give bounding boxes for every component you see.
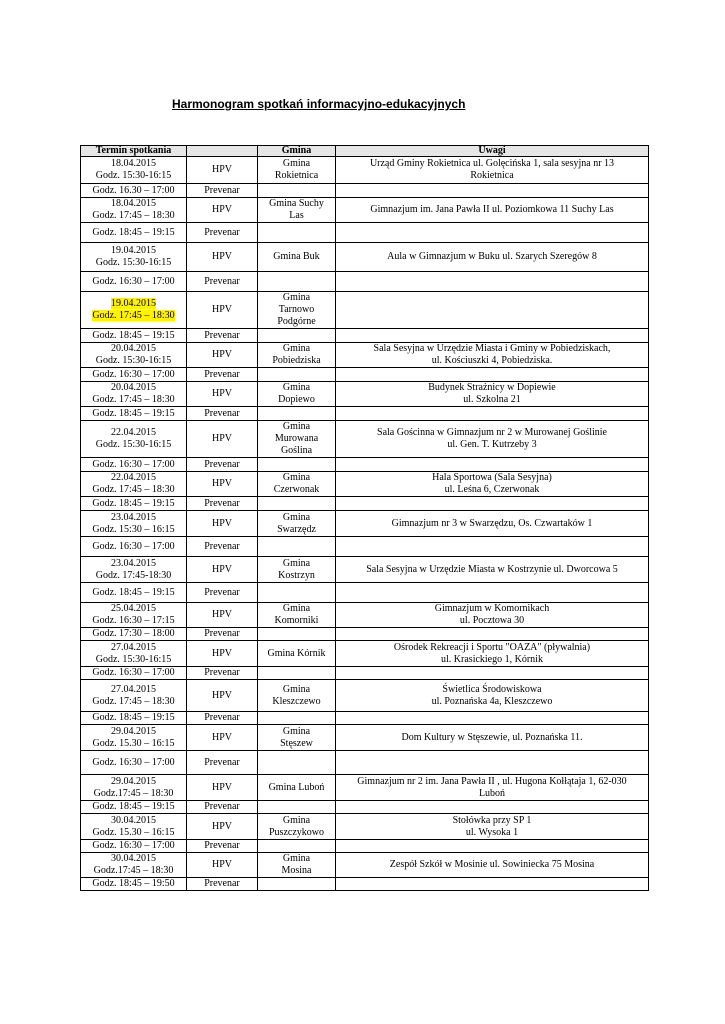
cell-line: Goślina bbox=[280, 445, 313, 456]
cell-gmina bbox=[258, 557, 336, 583]
cell-line: Gmina bbox=[282, 511, 311, 523]
cell-line: Dopiewo bbox=[278, 394, 315, 405]
cell-type: Prevenar bbox=[187, 712, 258, 725]
cell-line: Godz. 15:30-16:15 bbox=[95, 439, 172, 450]
cell-uwagi bbox=[336, 557, 649, 583]
cell-gmina bbox=[258, 840, 336, 853]
session-row-hpv bbox=[81, 343, 649, 368]
cell-line: Sala Sesyjna w Urzędzie Miasta w Kostrzynie ul. Dworcowa 5 bbox=[366, 563, 618, 575]
cell-gmina bbox=[258, 243, 336, 272]
cell-termin bbox=[81, 667, 187, 680]
cell-gmina bbox=[258, 878, 336, 891]
cell-termin bbox=[81, 725, 187, 751]
cell-termin bbox=[81, 801, 187, 814]
cell-line: Luboń bbox=[478, 787, 506, 799]
cell-line: Godz. 16:30 – 17:00 bbox=[92, 756, 175, 768]
cell-gmina bbox=[258, 223, 336, 243]
cell-line: Las bbox=[289, 210, 304, 221]
session-row-prevenar bbox=[81, 272, 649, 292]
cell-gmina bbox=[258, 853, 336, 878]
cell-uwagi bbox=[336, 421, 649, 458]
cell-line: Rokietnica bbox=[470, 170, 514, 181]
cell-line: Godz. 17:45 – 18:30 bbox=[92, 484, 175, 495]
session-row-hpv bbox=[81, 603, 649, 628]
cell-gmina bbox=[258, 775, 336, 801]
cell-line: 20.04.2015 bbox=[111, 382, 156, 393]
cell-termin bbox=[81, 878, 187, 891]
cell-termin bbox=[81, 603, 187, 628]
cell-line: Godz. 18:45 – 19:15 bbox=[92, 329, 175, 341]
cell-line: Gmina bbox=[282, 853, 311, 864]
cell-uwagi bbox=[336, 198, 649, 223]
session-row-hpv bbox=[81, 725, 649, 751]
cell-line: Godz. 15:30-16:15 bbox=[95, 257, 172, 268]
cell-uwagi bbox=[336, 497, 649, 511]
cell-line: 29.04.2015 bbox=[111, 775, 156, 787]
cell-line: Stęszew bbox=[280, 737, 313, 749]
session-row-hpv bbox=[81, 557, 649, 583]
cell-type: Prevenar bbox=[187, 537, 258, 557]
cell-type: HPV bbox=[187, 641, 258, 667]
cell-gmina bbox=[258, 641, 336, 667]
cell-line: Gimnazjum im. Jana Pawła II ul. Poziomkowa 11 Suchy Las bbox=[370, 204, 614, 215]
cell-uwagi bbox=[336, 667, 649, 680]
cell-line: Aula w Gimnazjum w Buku ul. Szarych Szeregów 8 bbox=[387, 251, 597, 262]
cell-line: Godz. 17:45 – 18:30 bbox=[92, 394, 175, 405]
session-row-hpv bbox=[81, 680, 649, 712]
cell-type: HPV bbox=[187, 775, 258, 801]
cell-uwagi bbox=[336, 292, 649, 329]
session-row-prevenar bbox=[81, 667, 649, 680]
cell-type: Prevenar bbox=[187, 368, 258, 382]
cell-uwagi bbox=[336, 157, 649, 184]
cell-line: Kostrzyn bbox=[278, 569, 315, 581]
cell-type: Prevenar bbox=[187, 497, 258, 511]
cell-line: ul. Wysoka 1 bbox=[465, 826, 519, 838]
cell-gmina bbox=[258, 198, 336, 223]
cell-termin bbox=[81, 184, 187, 198]
header-uwagi: Uwagi bbox=[336, 146, 649, 157]
cell-termin bbox=[81, 223, 187, 243]
cell-gmina bbox=[258, 292, 336, 329]
cell-termin bbox=[81, 272, 187, 292]
cell-uwagi bbox=[336, 853, 649, 878]
schedule-table bbox=[80, 145, 649, 891]
cell-line: Godz. 16:30 – 17:00 bbox=[92, 840, 175, 851]
cell-gmina bbox=[258, 680, 336, 712]
cell-line: Gmina Suchy bbox=[269, 198, 324, 209]
session-row-prevenar bbox=[81, 368, 649, 382]
cell-uwagi bbox=[336, 801, 649, 814]
cell-line: ul. Kościuszki 4, Pobiedziska. bbox=[431, 355, 553, 366]
cell-termin bbox=[81, 198, 187, 223]
session-row-prevenar bbox=[81, 878, 649, 891]
cell-line bbox=[83, 310, 184, 322]
cell-type: HPV bbox=[187, 557, 258, 583]
cell-gmina bbox=[258, 603, 336, 628]
cell-gmina bbox=[258, 537, 336, 557]
cell-type: HPV bbox=[187, 198, 258, 223]
cell-gmina bbox=[258, 407, 336, 421]
cell-line: Gmina bbox=[282, 603, 311, 614]
cell-line: Gmina Luboń bbox=[268, 781, 325, 793]
cell-termin bbox=[81, 853, 187, 878]
cell-line: ul. Poznańska 4a, Kleszczewo bbox=[431, 695, 553, 707]
cell-uwagi bbox=[336, 840, 649, 853]
session-row-prevenar bbox=[81, 801, 649, 814]
table-header-row bbox=[81, 146, 649, 157]
cell-gmina bbox=[258, 272, 336, 292]
cell-line: Kleszczewo bbox=[272, 695, 321, 707]
cell-line: Sala Gościnna w Gimnazjum nr 2 w Murowanej Goślinie bbox=[377, 427, 607, 438]
cell-line: Gmina bbox=[282, 683, 311, 695]
cell-line: Gmina bbox=[282, 343, 311, 354]
cell-uwagi bbox=[336, 583, 649, 603]
cell-gmina bbox=[258, 667, 336, 680]
cell-line: Mosina bbox=[281, 865, 312, 876]
cell-termin bbox=[81, 292, 187, 329]
cell-line: ul. Leśna 6, Czerwonak bbox=[444, 484, 540, 495]
cell-line: Dom Kultury w Stęszewie, ul. Poznańska 11. bbox=[401, 731, 583, 743]
cell-gmina bbox=[258, 712, 336, 725]
cell-type: HPV bbox=[187, 243, 258, 272]
cell-line: 25.04.2015 bbox=[111, 603, 156, 614]
cell-line: 30.04.2015 bbox=[111, 853, 156, 864]
cell-line: Godz. 17:30 – 18:00 bbox=[92, 628, 175, 639]
cell-termin bbox=[81, 407, 187, 421]
cell-termin bbox=[81, 537, 187, 557]
cell-line: Godz. 18:45 – 19:15 bbox=[92, 497, 175, 509]
cell-line: Godz. 15:30-16:15 bbox=[95, 355, 172, 366]
cell-uwagi bbox=[336, 472, 649, 497]
cell-line: Swarzędz bbox=[277, 523, 316, 535]
cell-line: Godz. 16:30 – 17:00 bbox=[92, 368, 175, 380]
cell-type: HPV bbox=[187, 725, 258, 751]
cell-line: Gimnazjum nr 3 w Swarzędzu, Os. Czwartaków 1 bbox=[391, 517, 593, 529]
cell-termin bbox=[81, 458, 187, 472]
cell-line: Czerwonak bbox=[273, 484, 320, 495]
session-row-hpv bbox=[81, 853, 649, 878]
cell-type: Prevenar bbox=[187, 458, 258, 472]
schedule-body bbox=[81, 157, 649, 891]
cell-type: HPV bbox=[187, 814, 258, 840]
cell-line: Godz. 18:45 – 19:15 bbox=[92, 226, 175, 238]
cell-line: 23.04.2015 bbox=[111, 557, 156, 569]
cell-line: Godz. 16:30 – 17:15 bbox=[92, 615, 175, 626]
cell-uwagi bbox=[336, 878, 649, 891]
cell-line: 29.04.2015 bbox=[111, 725, 156, 737]
cell-line: Gmina bbox=[282, 158, 311, 169]
cell-termin bbox=[81, 641, 187, 667]
cell-uwagi bbox=[336, 603, 649, 628]
cell-line: 20.04.2015 bbox=[111, 343, 156, 354]
cell-line: Godz. 15.30 – 16:15 bbox=[92, 826, 175, 838]
header-type bbox=[187, 146, 258, 157]
cell-termin bbox=[81, 421, 187, 458]
cell-uwagi bbox=[336, 272, 649, 292]
cell-line: Godz.17:45 – 18:30 bbox=[93, 865, 174, 876]
cell-line: 18.04.2015 bbox=[111, 198, 156, 209]
cell-line: Hala Sportowa (Sala Sesyjna) bbox=[432, 472, 552, 483]
cell-line: Pobiedziska bbox=[272, 355, 321, 366]
cell-line: ul. Pocztowa 30 bbox=[459, 615, 525, 626]
cell-gmina bbox=[258, 329, 336, 343]
cell-line: Urząd Gminy Rokietnica ul. Golęcińska 1, sala sesyjna nr 13 bbox=[369, 158, 615, 169]
cell-line: 27.04.2015 bbox=[111, 683, 156, 695]
cell-line: Godz. 15:30-16:15 bbox=[95, 653, 172, 665]
cell-line: 27.04.2015 bbox=[111, 641, 156, 653]
cell-type: Prevenar bbox=[187, 583, 258, 603]
session-row-hpv bbox=[81, 243, 649, 272]
cell-gmina bbox=[258, 157, 336, 184]
cell-type: Prevenar bbox=[187, 272, 258, 292]
session-row-hpv bbox=[81, 814, 649, 840]
cell-termin bbox=[81, 511, 187, 537]
cell-uwagi bbox=[336, 368, 649, 382]
cell-termin bbox=[81, 557, 187, 583]
session-row-prevenar bbox=[81, 407, 649, 421]
session-row-prevenar bbox=[81, 223, 649, 243]
cell-type: Prevenar bbox=[187, 840, 258, 853]
cell-type: HPV bbox=[187, 472, 258, 497]
cell-line: Murowana bbox=[274, 433, 319, 444]
cell-type: Prevenar bbox=[187, 407, 258, 421]
cell-line: Gmina bbox=[282, 382, 311, 393]
cell-termin bbox=[81, 775, 187, 801]
cell-termin bbox=[81, 497, 187, 511]
cell-termin bbox=[81, 329, 187, 343]
cell-line: Świetlica Środowiskowa bbox=[442, 683, 542, 695]
cell-termin bbox=[81, 751, 187, 775]
cell-uwagi bbox=[336, 712, 649, 725]
cell-line: Komorniki bbox=[274, 615, 319, 626]
cell-line: Godz. 15:30 – 16:15 bbox=[92, 523, 175, 535]
cell-line: Godz. 16.30 – 17:00 bbox=[92, 184, 175, 196]
cell-line: Gmina bbox=[282, 292, 311, 303]
cell-line: Godz. 17:45-18:30 bbox=[95, 569, 172, 581]
cell-termin bbox=[81, 628, 187, 641]
cell-uwagi bbox=[336, 680, 649, 712]
cell-line: Sala Sesyjna w Urzędzie Miasta i Gminy w Pobiedziskach, bbox=[373, 343, 611, 354]
cell-line: Gmina bbox=[282, 472, 311, 483]
cell-line: Godz. 16:30 – 17:00 bbox=[92, 540, 175, 552]
cell-line: 23.04.2015 bbox=[111, 511, 156, 523]
cell-line: Godz. 18:45 – 19:15 bbox=[92, 586, 175, 598]
cell-line: 19.04.2015 bbox=[111, 245, 156, 256]
cell-line: Godz. 18:45 – 19:15 bbox=[92, 801, 175, 812]
cell-line: Godz. 18:45 – 19:15 bbox=[92, 407, 175, 419]
cell-gmina bbox=[258, 382, 336, 407]
cell-type: HPV bbox=[187, 603, 258, 628]
cell-line: Rokietnica bbox=[274, 170, 319, 181]
cell-uwagi bbox=[336, 343, 649, 368]
cell-type: Prevenar bbox=[187, 184, 258, 198]
cell-type: HPV bbox=[187, 157, 258, 184]
cell-type: HPV bbox=[187, 853, 258, 878]
cell-type: HPV bbox=[187, 511, 258, 537]
cell-termin bbox=[81, 382, 187, 407]
session-row-hpv bbox=[81, 382, 649, 407]
cell-line: 30.04.2015 bbox=[111, 814, 156, 826]
session-row-prevenar bbox=[81, 184, 649, 198]
cell-uwagi bbox=[336, 751, 649, 775]
cell-uwagi bbox=[336, 329, 649, 343]
cell-gmina bbox=[258, 801, 336, 814]
cell-line: Gimnazjum w Komornikach bbox=[434, 603, 550, 614]
cell-type: HPV bbox=[187, 421, 258, 458]
cell-line: Gimnazjum nr 2 im. Jana Pawła II , ul. Hugona Kołłątaja 1, 62-030 bbox=[357, 775, 627, 787]
cell-line: Gmina bbox=[282, 725, 311, 737]
cell-type: Prevenar bbox=[187, 751, 258, 775]
cell-termin bbox=[81, 712, 187, 725]
cell-gmina bbox=[258, 458, 336, 472]
highlighted-text: 19.04.2015 bbox=[111, 298, 156, 309]
cell-line: Gmina Buk bbox=[273, 251, 320, 262]
cell-gmina bbox=[258, 368, 336, 382]
session-row-prevenar bbox=[81, 583, 649, 603]
cell-line: Godz.17:45 – 18:30 bbox=[93, 787, 174, 799]
cell-type: Prevenar bbox=[187, 878, 258, 891]
cell-line: 22.04.2015 bbox=[111, 427, 156, 438]
cell-gmina bbox=[258, 511, 336, 537]
cell-uwagi bbox=[336, 407, 649, 421]
header-gmina: Gmina bbox=[258, 146, 336, 157]
header-termin: Termin spotkania bbox=[81, 146, 187, 157]
cell-termin bbox=[81, 157, 187, 184]
session-row-prevenar bbox=[81, 497, 649, 511]
cell-uwagi bbox=[336, 537, 649, 557]
session-row-hpv bbox=[81, 292, 649, 329]
session-row-prevenar bbox=[81, 628, 649, 641]
cell-type: Prevenar bbox=[187, 329, 258, 343]
cell-line: Godz. 16:30 – 17:00 bbox=[92, 275, 175, 287]
cell-termin bbox=[81, 243, 187, 272]
cell-termin bbox=[81, 680, 187, 712]
cell-uwagi bbox=[336, 775, 649, 801]
cell-gmina bbox=[258, 184, 336, 198]
cell-uwagi bbox=[336, 382, 649, 407]
cell-termin bbox=[81, 814, 187, 840]
cell-line: Godz. 16:30 – 17:00 bbox=[92, 458, 175, 470]
session-row-hpv bbox=[81, 157, 649, 184]
cell-uwagi bbox=[336, 725, 649, 751]
cell-line: 18.04.2015 bbox=[111, 158, 156, 169]
highlighted-text: Godz. 17:45 – 18:30 bbox=[92, 310, 175, 321]
cell-gmina bbox=[258, 343, 336, 368]
session-row-prevenar bbox=[81, 751, 649, 775]
session-row-prevenar bbox=[81, 840, 649, 853]
cell-line: Puszczykowo bbox=[269, 826, 324, 838]
cell-line: Tarnowo bbox=[278, 304, 315, 315]
cell-uwagi bbox=[336, 511, 649, 537]
cell-gmina bbox=[258, 421, 336, 458]
session-row-hpv bbox=[81, 641, 649, 667]
cell-uwagi bbox=[336, 641, 649, 667]
cell-termin bbox=[81, 343, 187, 368]
cell-uwagi bbox=[336, 458, 649, 472]
cell-gmina bbox=[258, 814, 336, 840]
cell-gmina bbox=[258, 497, 336, 511]
cell-line: Podgórne bbox=[277, 316, 316, 327]
session-row-hpv bbox=[81, 775, 649, 801]
cell-line: Gmina bbox=[282, 814, 311, 826]
cell-type: Prevenar bbox=[187, 628, 258, 641]
cell-line bbox=[83, 298, 184, 310]
cell-termin bbox=[81, 840, 187, 853]
cell-type: HPV bbox=[187, 680, 258, 712]
cell-type: HPV bbox=[187, 292, 258, 329]
cell-uwagi bbox=[336, 243, 649, 272]
session-row-prevenar bbox=[81, 537, 649, 557]
cell-termin bbox=[81, 583, 187, 603]
cell-line: ul. Krasickiego 1, Kórnik bbox=[441, 653, 543, 665]
cell-type: Prevenar bbox=[187, 667, 258, 680]
cell-uwagi bbox=[336, 814, 649, 840]
cell-line: 22.04.2015 bbox=[111, 472, 156, 483]
cell-line: Stołówka przy SP 1 bbox=[452, 814, 532, 826]
cell-line: Godz. 17:45 – 18:30 bbox=[92, 695, 175, 707]
session-row-hpv bbox=[81, 421, 649, 458]
cell-line: ul. Szkolna 21 bbox=[463, 394, 521, 405]
session-row-prevenar bbox=[81, 458, 649, 472]
cell-type: Prevenar bbox=[187, 801, 258, 814]
cell-line: Godz. 15.30 – 16:15 bbox=[92, 737, 175, 749]
session-row-hpv bbox=[81, 198, 649, 223]
cell-type: Prevenar bbox=[187, 223, 258, 243]
cell-type: HPV bbox=[187, 343, 258, 368]
cell-gmina bbox=[258, 725, 336, 751]
cell-line: Gmina Kórnik bbox=[267, 647, 326, 659]
cell-termin bbox=[81, 368, 187, 382]
cell-line: Godz. 18:45 – 19:50 bbox=[92, 878, 175, 889]
cell-gmina bbox=[258, 628, 336, 641]
session-row-hpv bbox=[81, 511, 649, 537]
cell-line: ul. Gen. T. Kutrzeby 3 bbox=[447, 439, 537, 450]
cell-type: HPV bbox=[187, 382, 258, 407]
cell-line: Gmina bbox=[282, 421, 311, 432]
cell-uwagi bbox=[336, 628, 649, 641]
cell-uwagi bbox=[336, 223, 649, 243]
cell-line: Godz. 18:45 – 19:15 bbox=[92, 712, 175, 723]
cell-line: Godz. 16:30 – 17:00 bbox=[92, 667, 175, 678]
cell-gmina bbox=[258, 751, 336, 775]
cell-line: Godz. 17:45 – 18:30 bbox=[92, 210, 175, 221]
cell-termin bbox=[81, 472, 187, 497]
cell-line: Zespół Szkół w Mosinie ul. Sowiniecka 75 Mosina bbox=[389, 859, 595, 870]
cell-line: Godz. 15:30-16:15 bbox=[95, 170, 172, 181]
cell-gmina bbox=[258, 472, 336, 497]
document-title: Harmonogram spotkań informacyjno-edukacyjnych bbox=[172, 97, 466, 111]
cell-line: Gmina bbox=[282, 557, 311, 569]
session-row-prevenar bbox=[81, 329, 649, 343]
cell-uwagi bbox=[336, 184, 649, 198]
session-row-hpv bbox=[81, 472, 649, 497]
session-row-prevenar bbox=[81, 712, 649, 725]
cell-line: Budynek Strażnicy w Dopiewie bbox=[428, 382, 556, 393]
cell-gmina bbox=[258, 583, 336, 603]
cell-line: Ośrodek Rekreacji i Sportu "OAZA" (pływalnia) bbox=[393, 641, 591, 653]
